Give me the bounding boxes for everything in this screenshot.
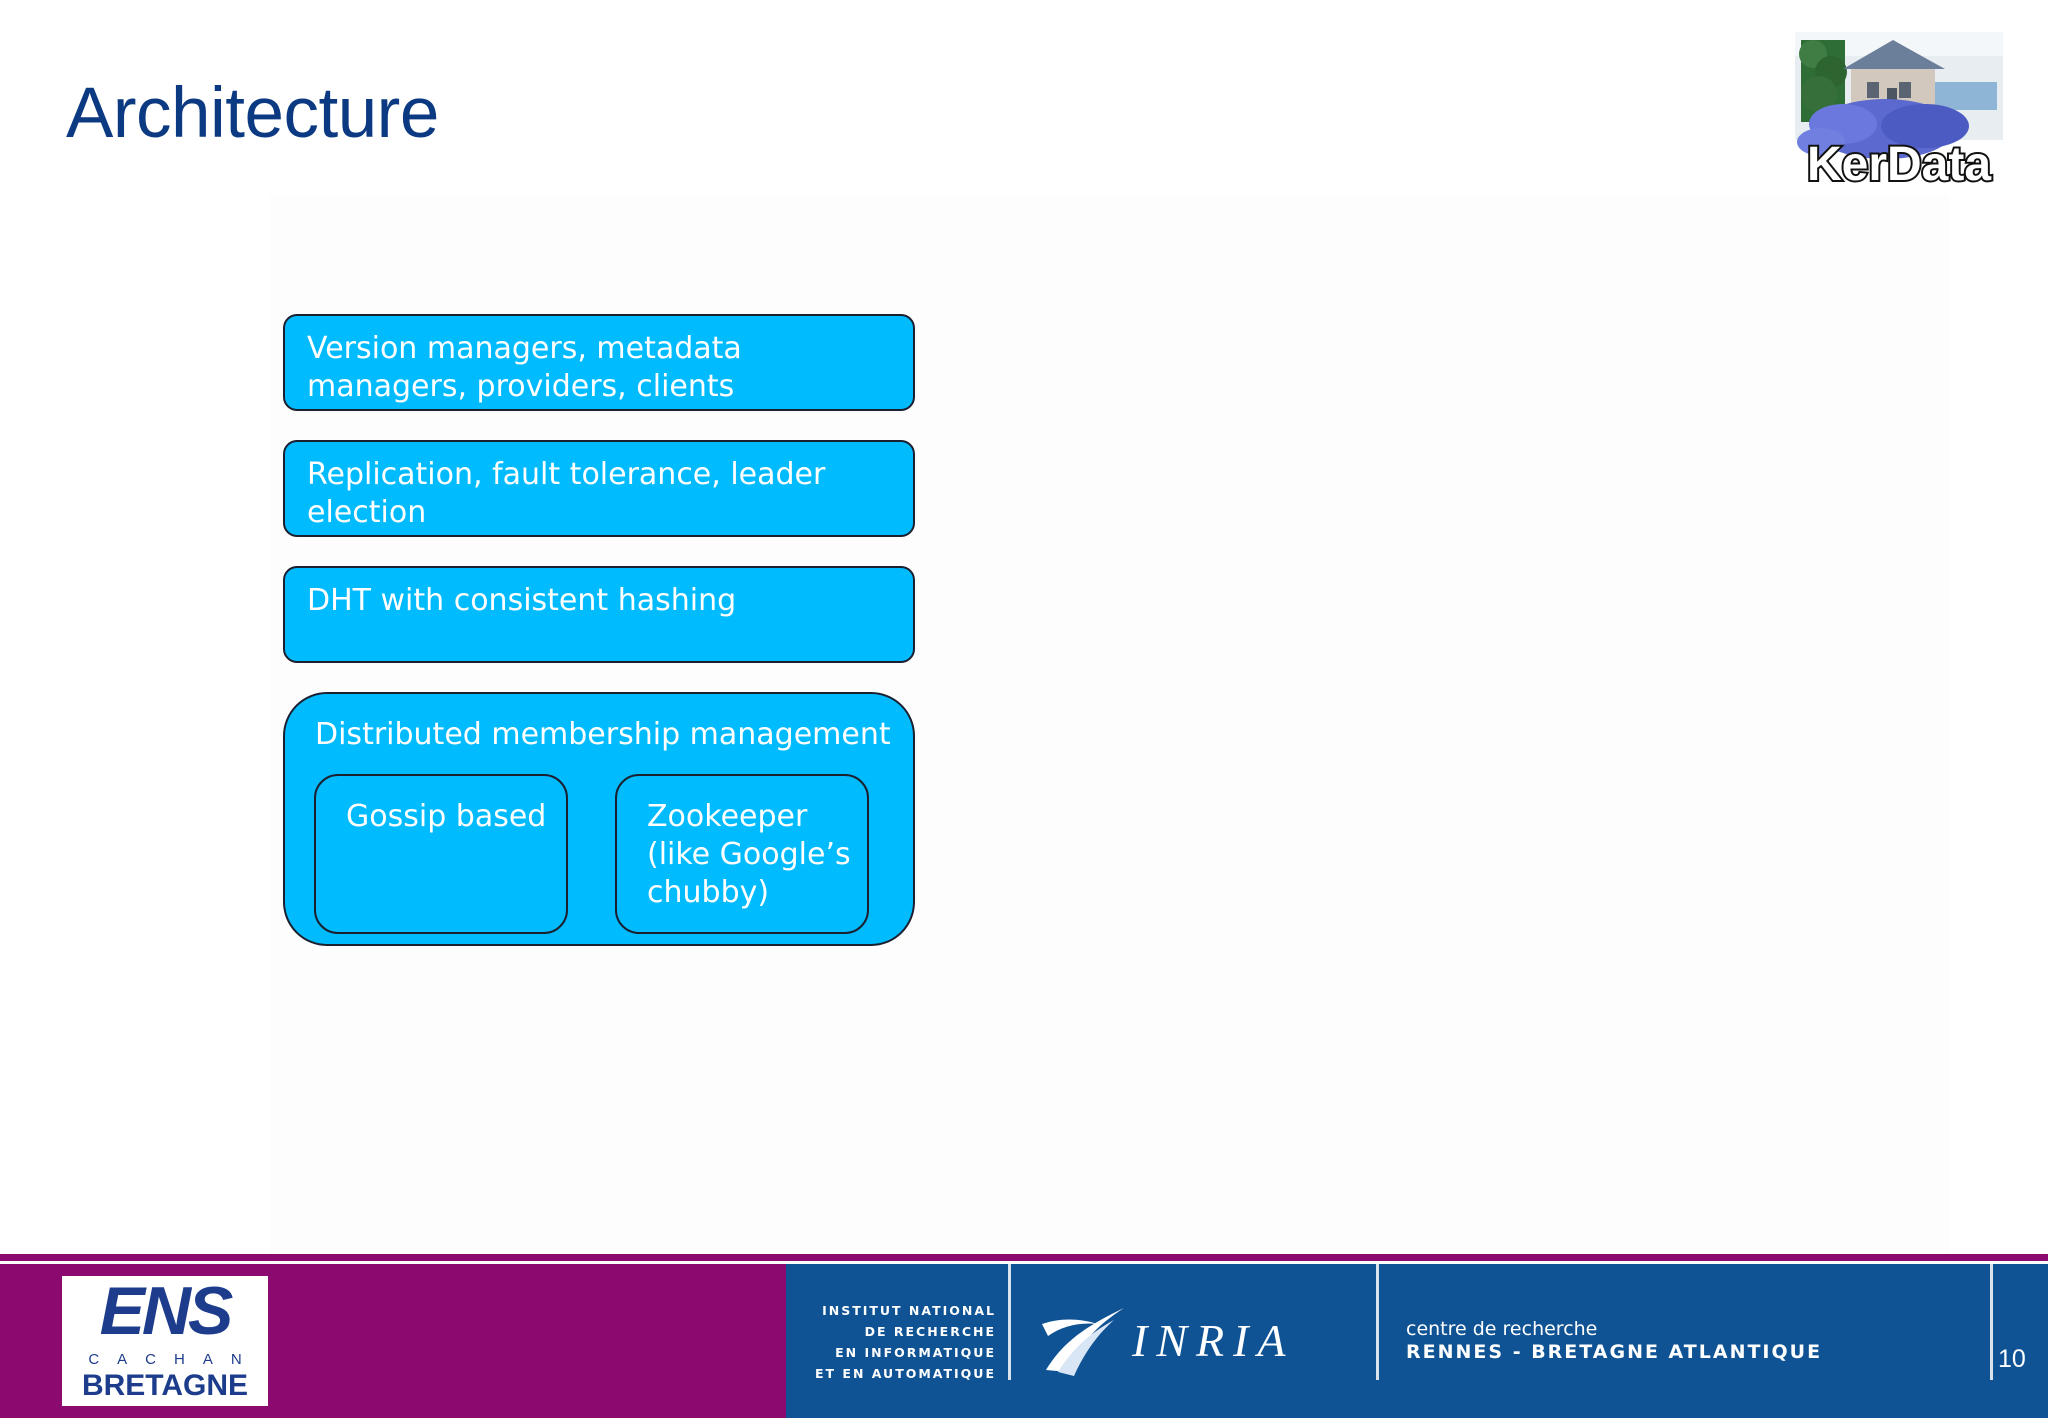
- layer-box-replication: [283, 440, 915, 537]
- footer-divider-line: [0, 1254, 2048, 1261]
- institute-line: EN INFORMATIQUE: [835, 1345, 996, 1360]
- ens-subtitle: CACHAN: [88, 1351, 260, 1368]
- ens-region: BRETAGNE: [81, 1369, 249, 1402]
- ens-wordmark: ENS: [99, 1273, 231, 1349]
- layer-box-label: Distributed membership management: [315, 717, 891, 752]
- inner-box-gossip: [314, 774, 568, 934]
- inner-box-zookeeper: [615, 774, 869, 934]
- kerdata-illustration: [1795, 32, 2003, 187]
- institute-line: ET EN AUTOMATIQUE: [815, 1366, 996, 1381]
- layer-box-dht: [283, 566, 915, 663]
- footer-divider: [1376, 1264, 1379, 1380]
- slide-page-number: 10: [1998, 1345, 2026, 1373]
- institute-line: INSTITUT NATIONAL: [822, 1303, 996, 1318]
- centre-label: centre de recherche: [1406, 1318, 1598, 1340]
- footer-divider: [1008, 1264, 1011, 1380]
- layer-box-membership: [283, 692, 915, 946]
- slide-title: Architecture: [66, 74, 439, 153]
- kerdata-wordmark: KerData: [1806, 138, 1992, 187]
- inria-logo: [1040, 1300, 1350, 1378]
- institute-line: DE RECHERCHE: [864, 1324, 996, 1339]
- ens-cachan-logo: [62, 1273, 268, 1406]
- inner-box-label: Gossip based: [346, 799, 547, 834]
- layer-box-label: Replication, fault tolerance, leader election: [307, 457, 826, 530]
- footer-left-band: [0, 1264, 786, 1418]
- footer-divider: [1990, 1264, 1993, 1380]
- centre-location: RENNES - BRETAGNE ATLANTIQUE: [1406, 1341, 1823, 1363]
- inner-box-label: Zookeeper (like Google’s chubby): [647, 799, 851, 910]
- slide-footer: [0, 1264, 2048, 1418]
- layer-box-label: Version managers, metadata managers, providers, clients: [307, 331, 742, 404]
- footer-right-band: [786, 1264, 2048, 1418]
- layer-box-label: DHT with consistent hashing: [307, 583, 737, 618]
- inria-bird-icon: [1040, 1300, 1130, 1378]
- kerdata-logo: [1795, 32, 2003, 187]
- layer-box-version-managers: [283, 314, 915, 411]
- inria-wordmark: INRIA: [1132, 1315, 1295, 1366]
